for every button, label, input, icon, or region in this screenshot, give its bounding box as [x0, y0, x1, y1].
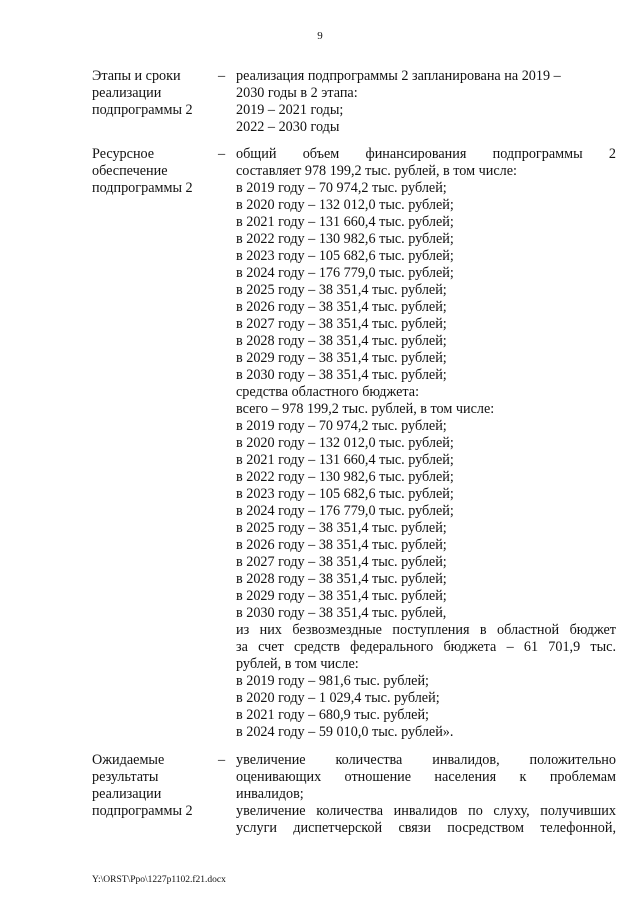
content-line: в 2019 году – 70 974,2 тыс. рублей; — [236, 418, 447, 434]
content-line: в 2025 году – 38 351,4 тыс. рублей; — [236, 520, 447, 536]
content-line: в 2027 году – 38 351,4 тыс. рублей; — [236, 554, 447, 570]
content-line: в 2019 году – 70 974,2 тыс. рублей; — [236, 180, 447, 196]
content-line: за счет средств федерального бюджета – 61 701,9 тыс. — [236, 639, 616, 655]
content-line: в 2030 году – 38 351,4 тыс. рублей; — [236, 367, 447, 383]
label-line: Этапы и сроки — [92, 68, 181, 84]
content-line: в 2021 году – 680,9 тыс. рублей; — [236, 707, 429, 723]
section-label — [92, 752, 217, 820]
content-line: в 2026 году – 38 351,4 тыс. рублей; — [236, 299, 447, 315]
section-dash: – — [218, 146, 226, 162]
content-line: 2030 годы в 2 этапа: — [236, 85, 358, 101]
content-line: средства областного бюджета: — [236, 384, 420, 400]
label-line: подпрограммы 2 — [92, 102, 193, 118]
content-line: увеличение количества инвалидов по слуху, получивших — [236, 803, 616, 819]
content-line: в 2026 году – 38 351,4 тыс. рублей; — [236, 537, 447, 553]
content-line: 2022 – 2030 годы — [236, 119, 340, 135]
content-line: в 2028 году – 38 351,4 тыс. рублей; — [236, 333, 447, 349]
content-line: в 2020 году – 1 029,4 тыс. рублей; — [236, 690, 440, 706]
section-content — [236, 752, 616, 837]
section-content — [236, 68, 616, 136]
section-dash: – — [218, 68, 226, 84]
section-label — [92, 68, 217, 119]
content-line: в 2023 году – 105 682,6 тыс. рублей; — [236, 486, 454, 502]
content-line: в 2027 году – 38 351,4 тыс. рублей; — [236, 316, 447, 332]
content-line: в 2025 году – 38 351,4 тыс. рублей; — [236, 282, 447, 298]
label-line: реализации — [92, 85, 162, 101]
content-line: составляет 978 199,2 тыс. рублей, в том числе: — [236, 163, 517, 179]
content-line: в 2024 году – 176 779,0 тыс. рублей; — [236, 503, 454, 519]
content-line: в 2022 году – 130 982,6 тыс. рублей; — [236, 231, 454, 247]
label-line: подпрограммы 2 — [92, 803, 193, 819]
content-line: из них безвозмездные поступления в областной бюджет — [236, 622, 616, 638]
label-line: обеспечение — [92, 163, 168, 179]
label-line: Ресурсное — [92, 146, 155, 162]
content-line: инвалидов; — [236, 786, 304, 802]
content-line: общий объем финансирования подпрограммы 2 — [236, 146, 616, 162]
section-content — [236, 146, 616, 741]
content-line: оценивающих отношение населения к проблемам — [236, 769, 616, 785]
content-line: в 2019 году – 981,6 тыс. рублей; — [236, 673, 429, 689]
section-dash: – — [218, 752, 226, 768]
content-line: услуги диспетчерской связи посредством телефонной, — [236, 820, 616, 836]
content-line: в 2020 году – 132 012,0 тыс. рублей; — [236, 435, 454, 451]
content-line: в 2021 году – 131 660,4 тыс. рублей; — [236, 452, 454, 468]
content-line: в 2028 году – 38 351,4 тыс. рублей; — [236, 571, 447, 587]
content-line: в 2024 году – 176 779,0 тыс. рублей; — [236, 265, 454, 281]
content-line: в 2029 году – 38 351,4 тыс. рублей; — [236, 350, 447, 366]
label-line: подпрограммы 2 — [92, 180, 193, 196]
content-line: реализация подпрограммы 2 запланирована на 2019 – — [236, 68, 561, 84]
content-line: в 2024 году – 59 010,0 тыс. рублей». — [236, 724, 454, 740]
section-label — [92, 146, 217, 197]
content-line: в 2029 году – 38 351,4 тыс. рублей; — [236, 588, 447, 604]
label-line: реализации — [92, 786, 162, 802]
content-line: 2019 – 2021 годы; — [236, 102, 344, 118]
label-line: результаты — [92, 769, 159, 785]
content-line: рублей, в том числе: — [236, 656, 359, 672]
content-line: всего – 978 199,2 тыс. рублей, в том числе: — [236, 401, 495, 417]
content-line: увеличение количества инвалидов, положительно — [236, 752, 616, 768]
content-line: в 2021 году – 131 660,4 тыс. рублей; — [236, 214, 454, 230]
content-line: в 2020 году – 132 012,0 тыс. рублей; — [236, 197, 454, 213]
page-number: 9 — [317, 30, 323, 42]
footer-file-path: Y:\ORST\Ppo\1227p1102.f21.docx — [92, 875, 226, 885]
content-line: в 2030 году – 38 351,4 тыс. рублей, — [236, 605, 447, 621]
content-line: в 2023 году – 105 682,6 тыс. рублей; — [236, 248, 454, 264]
content-line: в 2022 году – 130 982,6 тыс. рублей; — [236, 469, 454, 485]
label-line: Ожидаемые — [92, 752, 165, 768]
